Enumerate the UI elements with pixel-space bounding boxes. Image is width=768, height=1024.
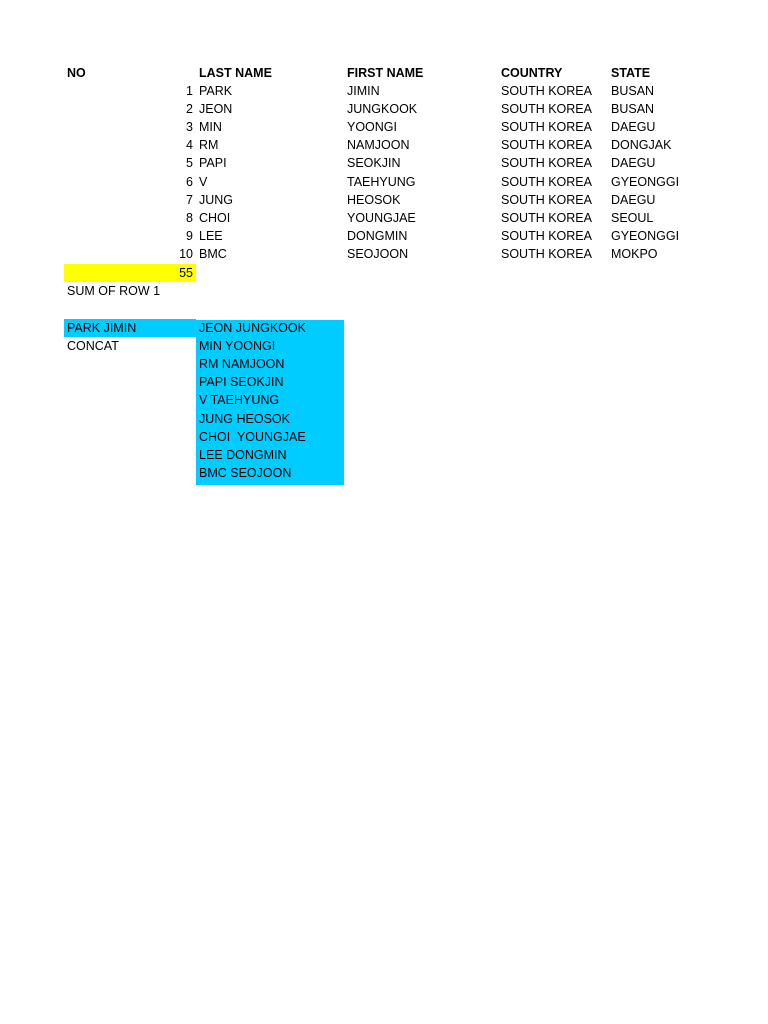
- concat-first-entry-cell[interactable]: PARK JIMIN: [64, 319, 196, 337]
- concat-entry-cell[interactable]: LEE DONGMIN: [199, 448, 287, 462]
- table-row: [0, 173, 768, 191]
- table-row: [0, 100, 768, 118]
- concat-entry-cell[interactable]: JEON JUNGKOOK: [199, 321, 306, 335]
- header-first-name[interactable]: FIRST NAME: [347, 66, 424, 80]
- cell-first-name[interactable]: YOUNGJAE: [347, 211, 416, 225]
- cell-first-name[interactable]: YOONGI: [347, 120, 398, 134]
- cell-first-name[interactable]: SEOKJIN: [347, 156, 401, 170]
- cell-no[interactable]: 5: [186, 156, 193, 170]
- cell-state[interactable]: BUSAN: [611, 102, 655, 116]
- cell-country[interactable]: SOUTH KOREA: [501, 175, 592, 189]
- cell-last-name[interactable]: PARK: [199, 84, 233, 98]
- cell-first-name[interactable]: DONGMIN: [347, 229, 408, 243]
- cell-country[interactable]: SOUTH KOREA: [501, 102, 592, 116]
- concat-entry-cell[interactable]: MIN YOONGI: [199, 339, 276, 353]
- cell-first-name[interactable]: NAMJOON: [347, 138, 410, 152]
- concat-row: [0, 428, 768, 446]
- concat-row: [0, 337, 768, 355]
- sum-row: [0, 264, 768, 282]
- header-no[interactable]: NO: [67, 66, 86, 80]
- cell-country[interactable]: SOUTH KOREA: [501, 120, 592, 134]
- cell-no[interactable]: 8: [186, 211, 193, 225]
- concat-entry-cell[interactable]: RM NAMJOON: [199, 357, 285, 371]
- cell-country[interactable]: SOUTH KOREA: [501, 247, 592, 261]
- cell-state[interactable]: GYEONGGI: [611, 175, 680, 189]
- table-row: [0, 82, 768, 100]
- cell-last-name[interactable]: JEON: [199, 102, 233, 116]
- cell-first-name[interactable]: TAEHYUNG: [347, 175, 416, 189]
- cell-country[interactable]: SOUTH KOREA: [501, 84, 592, 98]
- concat-label-cell[interactable]: CONCAT: [67, 339, 119, 353]
- cell-state[interactable]: SEOUL: [611, 211, 654, 225]
- cell-no[interactable]: 9: [186, 229, 193, 243]
- cell-first-name[interactable]: JUNGKOOK: [347, 102, 418, 116]
- table-row: [0, 136, 768, 154]
- concat-row: [0, 464, 768, 482]
- sum-label-row: [0, 282, 768, 300]
- cell-last-name[interactable]: JUNG: [199, 193, 234, 207]
- cell-no[interactable]: 6: [186, 175, 193, 189]
- cell-last-name[interactable]: BMC: [199, 247, 227, 261]
- concat-entry-cell[interactable]: BMC SEOJOON: [199, 466, 292, 480]
- concat-entry-cell[interactable]: CHOI YOUNGJAE: [199, 430, 306, 444]
- concat-row: [0, 391, 768, 409]
- table-row: [0, 227, 768, 245]
- concat-row: [0, 373, 768, 391]
- cell-no[interactable]: 7: [186, 193, 193, 207]
- cell-first-name[interactable]: HEOSOK: [347, 193, 401, 207]
- header-row: [0, 64, 768, 82]
- cell-last-name[interactable]: RM: [199, 138, 219, 152]
- cell-no[interactable]: 10: [179, 247, 193, 261]
- header-last-name[interactable]: LAST NAME: [199, 66, 272, 80]
- cell-state[interactable]: BUSAN: [611, 84, 655, 98]
- cell-last-name[interactable]: PAPI: [199, 156, 227, 170]
- cell-no[interactable]: 3: [186, 120, 193, 134]
- cell-state[interactable]: DAEGU: [611, 193, 656, 207]
- table-row: [0, 154, 768, 172]
- cell-no[interactable]: 1: [186, 84, 193, 98]
- concat-row: [0, 319, 768, 337]
- cell-state[interactable]: DONGJAK: [611, 138, 672, 152]
- concat-entry-cell[interactable]: PAPI SEOKJIN: [199, 375, 284, 389]
- cell-state[interactable]: DAEGU: [611, 120, 656, 134]
- cell-first-name[interactable]: JIMIN: [347, 84, 380, 98]
- header-state[interactable]: STATE: [611, 66, 651, 80]
- cell-last-name[interactable]: MIN: [199, 120, 222, 134]
- cell-country[interactable]: SOUTH KOREA: [501, 138, 592, 152]
- table-row: [0, 209, 768, 227]
- sum-value-cell[interactable]: 55: [64, 264, 196, 282]
- cell-first-name[interactable]: SEOJOON: [347, 247, 409, 261]
- concat-entry-cell[interactable]: V TAEHYUNG: [199, 393, 280, 407]
- table-row: [0, 245, 768, 263]
- cell-no[interactable]: 2: [186, 102, 193, 116]
- cell-country[interactable]: SOUTH KOREA: [501, 193, 592, 207]
- cell-state[interactable]: DAEGU: [611, 156, 656, 170]
- header-country[interactable]: COUNTRY: [501, 66, 563, 80]
- concat-row: [0, 446, 768, 464]
- cell-state[interactable]: GYEONGGI: [611, 229, 680, 243]
- concat-entry-cell[interactable]: JUNG HEOSOK: [199, 412, 290, 426]
- table-row: [0, 118, 768, 136]
- cell-last-name[interactable]: LEE: [199, 229, 223, 243]
- cell-last-name[interactable]: CHOI: [199, 211, 231, 225]
- cell-last-name[interactable]: V: [199, 175, 208, 189]
- cell-country[interactable]: SOUTH KOREA: [501, 229, 592, 243]
- cell-no[interactable]: 4: [186, 138, 193, 152]
- cell-country[interactable]: SOUTH KOREA: [501, 156, 592, 170]
- table-row: [0, 191, 768, 209]
- cell-country[interactable]: SOUTH KOREA: [501, 211, 592, 225]
- concat-row: [0, 410, 768, 428]
- cell-state[interactable]: MOKPO: [611, 247, 658, 261]
- concat-row: [0, 355, 768, 373]
- sum-label-cell[interactable]: SUM OF ROW 1: [67, 284, 161, 298]
